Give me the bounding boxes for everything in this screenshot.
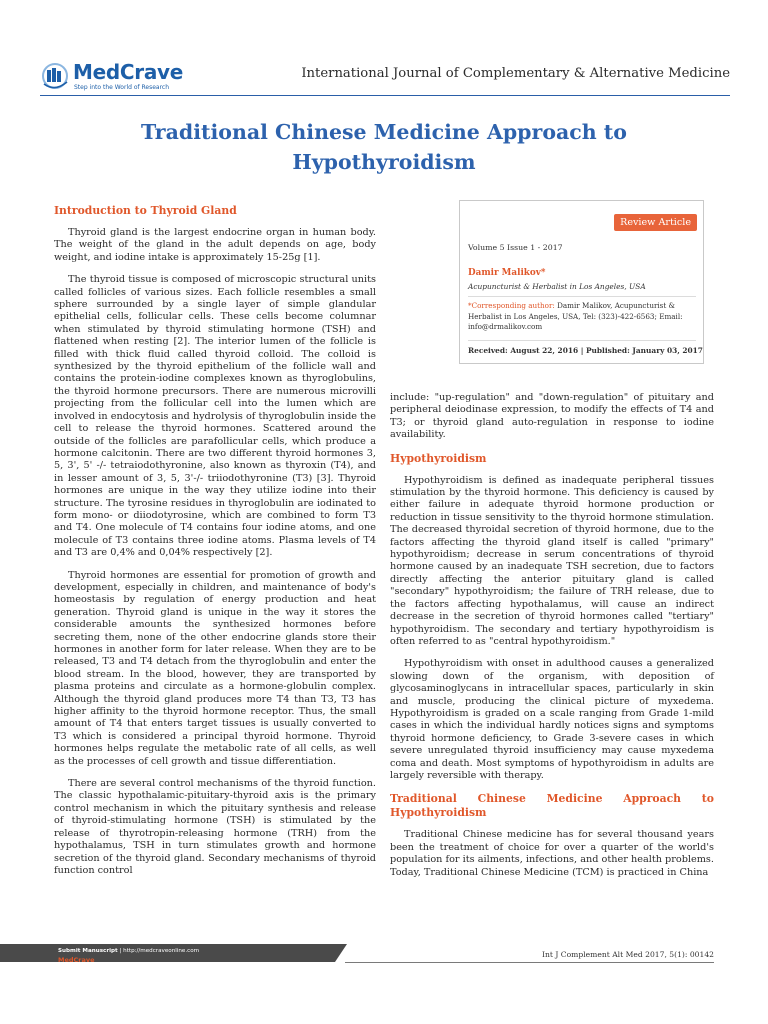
medcrave-logo[interactable] [40, 60, 200, 96]
section-heading-hypothyroidism: Hypothyroidism [390, 451, 487, 465]
journal-title: International Journal of Complementary & Alternative Medicine [301, 66, 730, 81]
corresponding-author-label: *Corresponding author: [468, 301, 555, 310]
paper-title: Traditional Chinese Medicine Approach to Hypothyroidism [141, 120, 627, 174]
brand-name: MedCrave [73, 60, 184, 84]
page-header [40, 56, 730, 96]
submit-label: Submit Manuscript [58, 948, 118, 954]
paragraph: Hypothyroidism is defined as inadequate peripheral tissues stimulation by the thyroid hormone. This deficiency is caused by either failure in adequate thyroid hormone production or reduction in tissue sensitivity to the thyroid hormone stimulation. The decreased thyroidal secretion of thyroid hormone, due to the factors affecting the thyroid gland itself is called "primary" hypothyroidism; decrease in serum concentrations of thyroid hormone caused by an inadequate TSH secretion, due to factors directly affecting the anterior pituitary gland is called "secondary" hypothyroidism; the failure of TRH release, due to the factors affecting hypothalamus, will cause an indirect decrease in the secretion of thyroid hormones called "tertiary" hypothyroidism. The secondary and tertiary hypothyroidism is often referred to as "central hypothyroidism." [390, 474, 714, 647]
article-type-badge: Review Article [614, 214, 697, 231]
section-heading-introduction: Introduction to Thyroid Gland [54, 204, 237, 217]
right-column [390, 392, 714, 889]
article-dates: Received: August 22, 2016 | Published: January 03, 2017 [468, 346, 703, 355]
submit-manuscript-link[interactable]: Submit Manuscript | http://medcraveonline.com [58, 948, 200, 954]
paragraph: Hypothyroidism with onset in adulthood causes a generalized slowing down of the organism, with deposition of glycosaminoglycans in intracellular spaces, particularly in skin and muscle, producing the clinical picture of myxedema. Hypothyroidism is graded on a scale ranging from Grade 1-mild cases in which the individual hardly notices signs and symptoms thyroid hormone deficiency, to Grade 3-severe cases in which severe unregulated thyroid insufficiency may cause myxedema coma and death. Most symptoms of hypothyroidism in adults are largely reversible with therapy. [390, 658, 714, 781]
corresponding-author [468, 301, 698, 333]
brand-tagline: Step into the World of Research [74, 84, 170, 91]
section-heading-tcm-line1: Traditional Chinese Medicine Approach to [390, 792, 714, 806]
paragraph: Thyroid hormones are essential for promotion of growth and development, especially in children, and maintenance of body's homeostasis by regulation of energy production and heat generation. Thyroid gland is unique in the way it stores the considerable amounts the synthesized hormones before secreting them, none of the other endocrine glands store their hormones in another form for later release. When they are to be released, T3 and T4 detach from the thyroglobulin and enter the blood stream. In the blood, however, they are transported by plasma proteins and circulate as a hormone-globulin complex. Although the thyroid gland produces more T4 than T3, T3 has higher affinity to the thyroid hormone receptor. Thus, the small amount of T4 that enters target tissues is usually converted to T3 which is considered a principal thyroid hormone. Thyroid hormones helps regulate the metabolic rate of all cells, as well as the processes of cell growth and tissue differentiation. [54, 569, 376, 767]
footer-divider [345, 962, 714, 963]
info-divider [468, 296, 696, 297]
header-divider [40, 95, 730, 96]
paragraph: Thyroid gland is the largest endocrine organ in human body. The weight of the gland in the adult depends on age, body weight, and iodine intake is approximately 15-25g [1]. [54, 227, 376, 263]
footer-brand: MedCrave [58, 956, 95, 964]
paragraph-continuation: include: "up-regulation" and "down-regulation" of pituitary and peripheral deiodinase expression, to modify the effects of T4 and T3; or thyroid gland auto-regulation in response to iodine availability. [390, 392, 714, 441]
section-heading-tcm-line2: Hypothyroidism [390, 806, 487, 820]
paragraph: The thyroid tissue is composed of microscopic structural units called follicles of various sizes. Each follicle resembles a small sphere surrounded by a single layer of simple glandular epithelial cells, follicular cells. These cells become columnar when stimulated by thyroid stimulating hormone (TSH) and flattened when resting [2]. The interior lumen of the follicle is filled with thick fluid called thyroid colloid. The colloid is synthesized by the thyroid epithelium of the follicle wall and contains the protein-iodine complexes known as thyroglobulins, the thyroid hormone precursors. There are numerous microvilli projecting from the follicular cell into the lumen which are involved in endocytosis and hydrolysis of thyroglobulin inside the cell to release the thyroid hormones. Scattered around the outside of the follicles are parafollicular cells, which produce a hormone calcitonin. There are two different thyroid hormones 3, 5, 3', 5' -/- tetraiodothyronine, also known as thyroxin (T4), and in lesser amount of 3, 5, 3'-/- triiodothyronine (T3) [3]. Thyroid hormones are unique in the way they utilize iodine into their structure. The tyrosine residues in thyroglobulin are iodinated to form mono- or diiodotyrosine, which are combined to form T3 and T4. One molecule of T4 contains four iodine atoms, and one molecule of T3 contains three iodine atoms. Plasma levels of T4 and T3 are 0,4% and 0,04% respectively [2]. [54, 274, 376, 559]
paragraph: Traditional Chinese medicine has for several thousand years been the treatment of choice for over a quarter of the world's population for its ailments, infections, and other health problems. Today, Traditional Chinese Medicine (TCM) is practiced in China [390, 829, 714, 878]
submit-url[interactable]: http://medcraveonline.com [123, 948, 200, 954]
author-name[interactable]: Damir Malikov* [468, 268, 546, 278]
page-footer [0, 944, 768, 974]
medcrave-logo-icon [40, 62, 72, 90]
volume-issue: Volume 5 Issue 1 - 2017 [468, 243, 563, 252]
author-affiliation: Acupuncturist & Herbalist in Los Angeles, USA [468, 282, 646, 291]
citation: Int J Complement Alt Med 2017, 5(1): 00142 [541, 950, 714, 959]
paragraph: There are several control mechanisms of the thyroid function. The classic hypothalamic-pituitary-thyroid axis is the primary control mechanism in which the pituitary synthesis and release of thyroid-stimulating hormone (TSH) is stimulated by the release of thyrotropin-releasing hormone (TRH) from the hypothalamus, TSH in turn stimulates growth and hormone secretion of the thyroid gland. Secondary mechanisms of thyroid function control [54, 778, 376, 876]
info-divider [468, 340, 696, 341]
article-info-box [459, 200, 704, 364]
corresponding-author-details[interactable]: Damir Malikov, Acupuncturist & Herbalist in Los Angeles, USA, Tel: (323)-422-6563; Email: info@drmalikov.com [468, 301, 683, 332]
left-column [54, 204, 376, 887]
